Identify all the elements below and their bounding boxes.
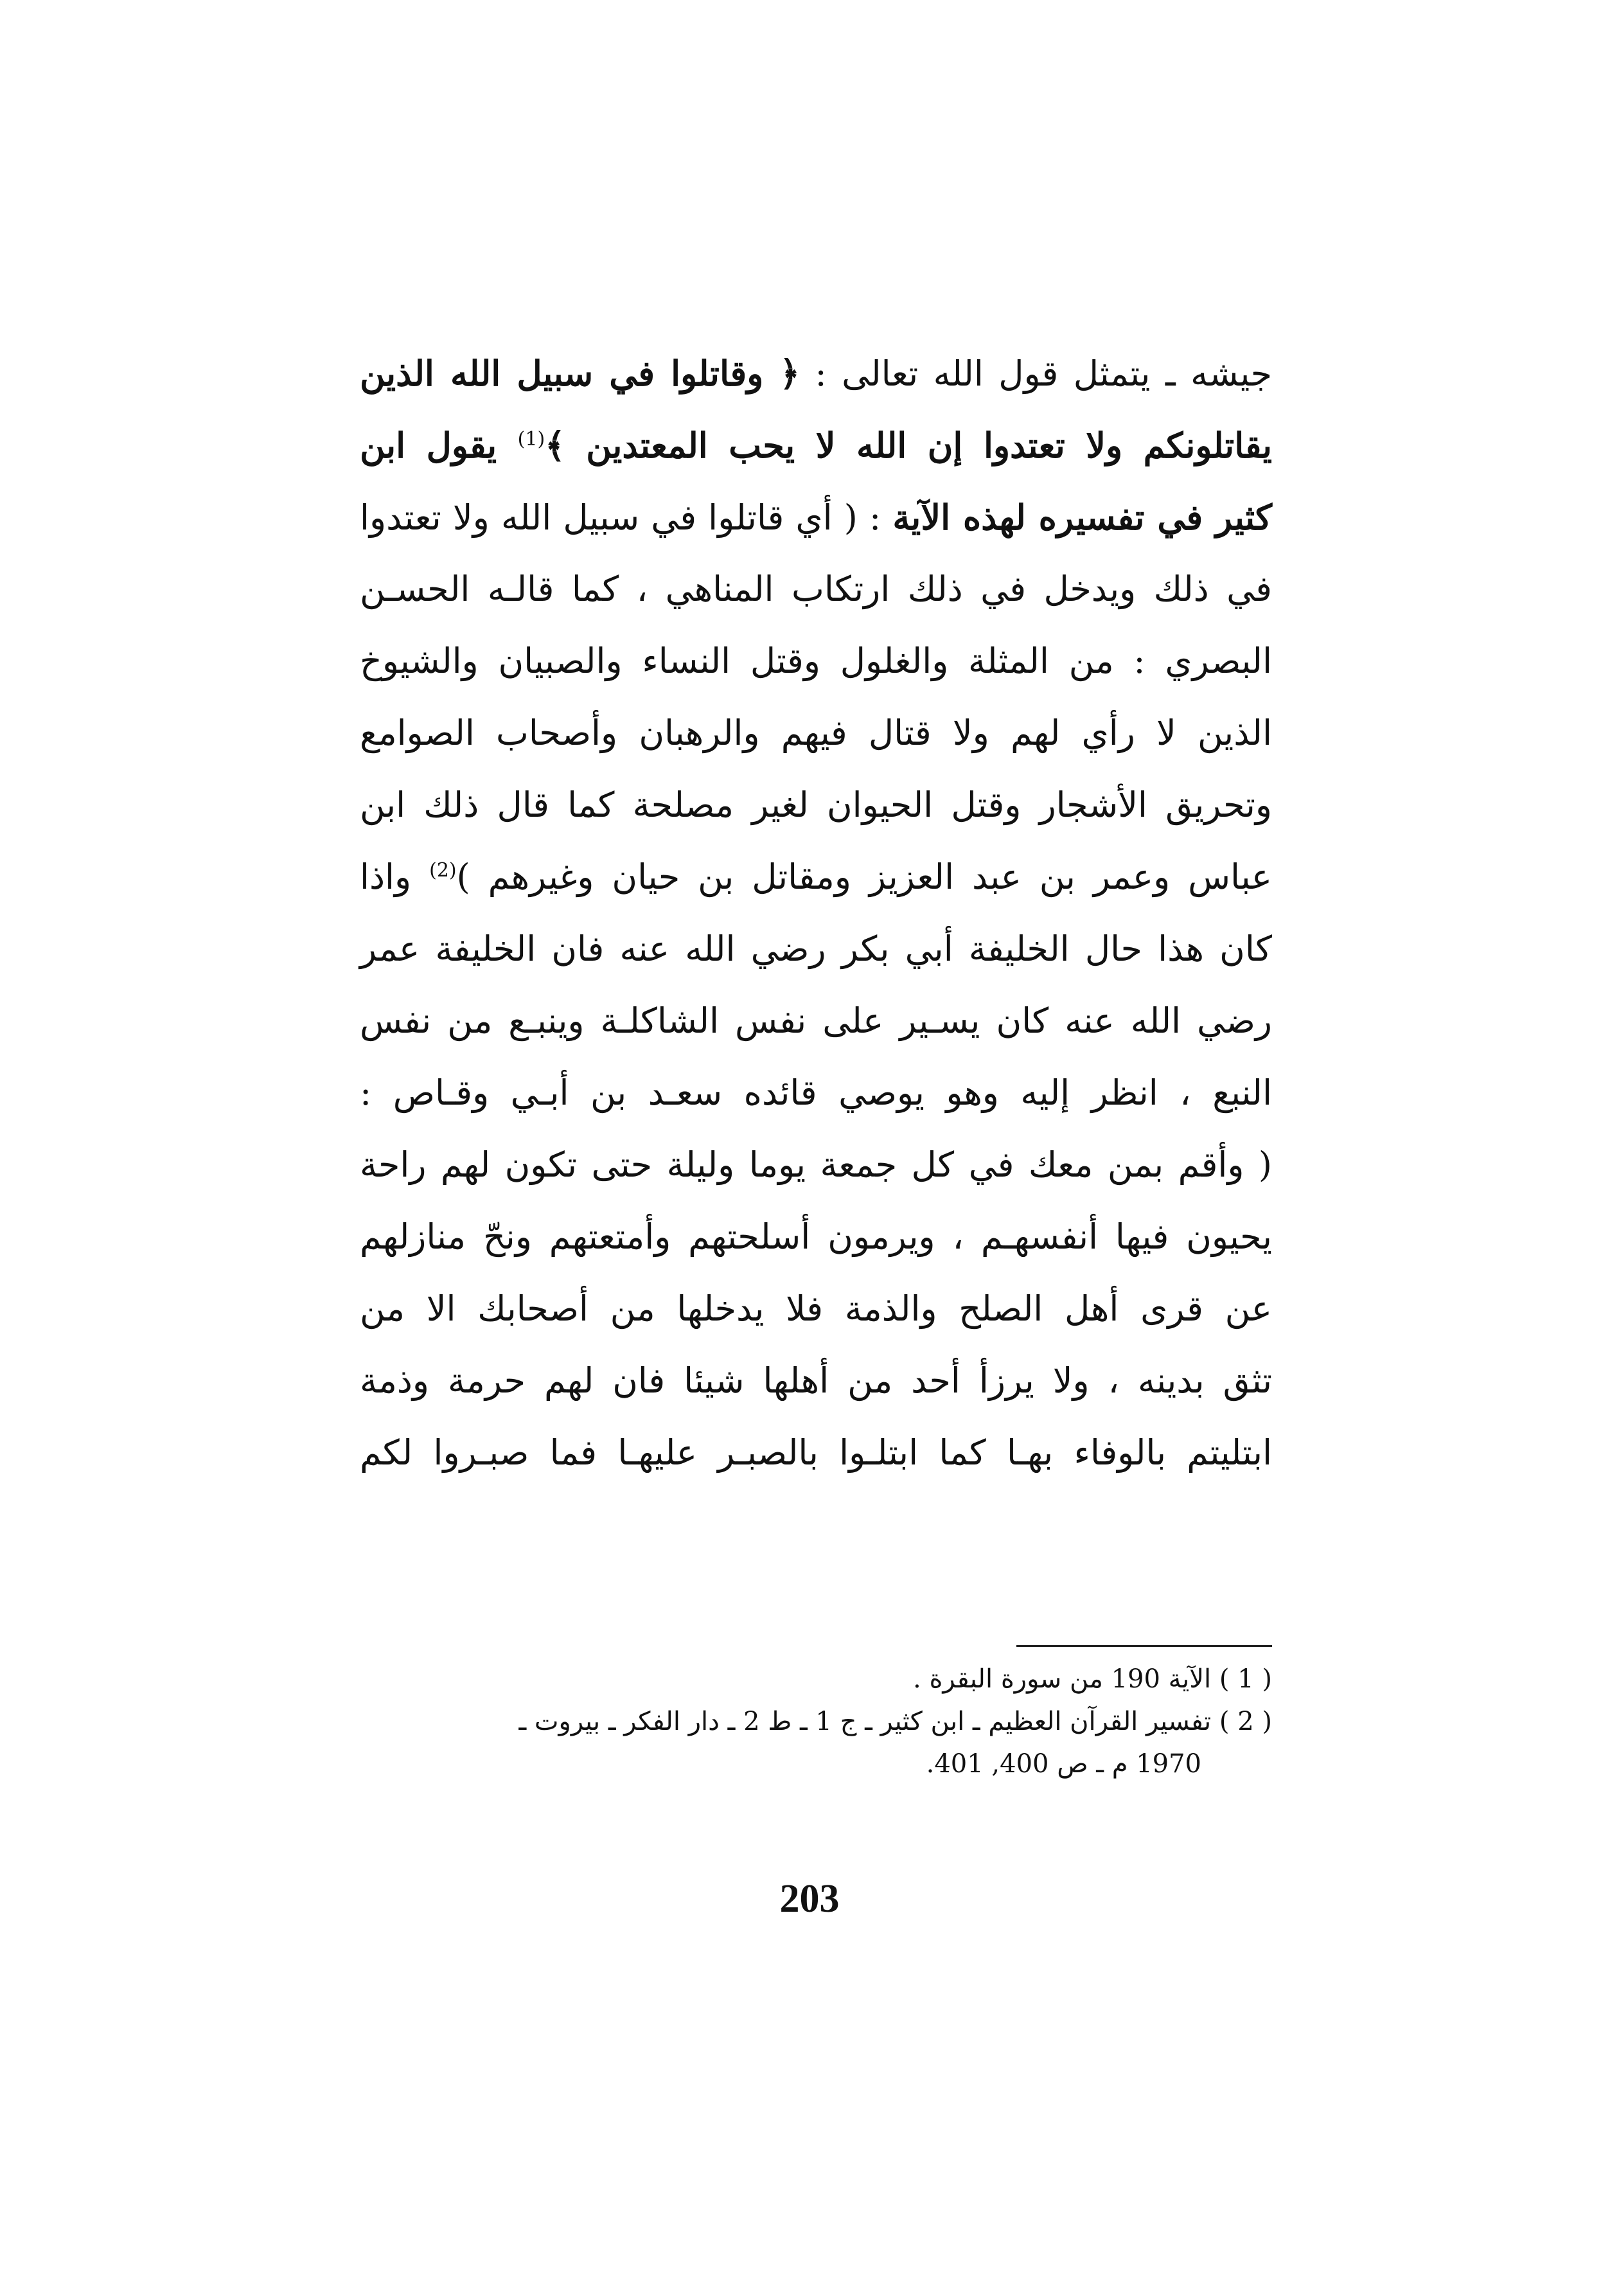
text-line: يحيون فيها أنفسهـم ، ويرمون أسلحتهم وأمتعتهم ونحّ منازلهم bbox=[360, 1216, 1272, 1257]
footnote-2-continuation: 1970 م ـ ص 400, 401. bbox=[926, 1749, 1201, 1779]
text-line: رضي الله عنه كان يسـير على نفس الشاكلـة وينبـع من نفس bbox=[360, 1001, 1272, 1041]
text-line: وتحريق الأشجار وقتل الحيوان لغير مصلحة كما قال ذلك ابن bbox=[360, 785, 1272, 825]
footnote-marker: (1) bbox=[517, 428, 545, 450]
quran-verse: يقاتلونكم ولا تعتدوا إن الله لا يحب المعتدين ﴾ bbox=[545, 425, 1272, 466]
text-line bbox=[360, 481, 1272, 553]
text-line: ( وأقم بمن معك في كل جمعة يوما وليلة حتى تكون لهم راحة bbox=[360, 1144, 1272, 1185]
text-line: كان هذا حال الخليفة أبي بكر رضي الله عنه فان الخليفة عمر bbox=[360, 929, 1272, 969]
page-number: 203 bbox=[779, 1877, 840, 1921]
quran-verse: ﴿ وقاتلوا في سبيل الله الذين bbox=[360, 353, 801, 394]
text-line bbox=[360, 841, 1272, 913]
footnote-marker: (2) bbox=[429, 859, 457, 882]
text-line: البصري : من المثلة والغلول وقتل النساء والصبيان والشيوخ bbox=[360, 641, 1272, 681]
text-line: النبع ، انظر إليه وهو يوصي قائده سعـد بن أبـي وقـاص : bbox=[360, 1072, 1272, 1113]
footnote-separator bbox=[1016, 1645, 1272, 1647]
text-line: في ذلك ويدخل في ذلك ارتكاب المناهي ، كما قالـه الحسـن bbox=[360, 569, 1272, 609]
footnotes bbox=[360, 1658, 1272, 1785]
text-line: عن قرى أهل الصلح والذمة فلا يدخلها من أصحابك الا من bbox=[360, 1288, 1272, 1329]
text-line: الذين لا رأي لهم ولا قتال فيهم والرهبان وأصحاب الصوامع bbox=[360, 713, 1272, 753]
text-segment: يقول ابن bbox=[360, 425, 518, 466]
main-text bbox=[360, 337, 1272, 1489]
text-segment: عباس وعمر بن عبد العزيز ومقاتل بن حيان وغيرهم ) bbox=[456, 857, 1273, 897]
text-line bbox=[360, 337, 1272, 409]
text-line bbox=[360, 409, 1272, 481]
text-segment: جيشه ـ يتمثل قول الله تعالى : bbox=[800, 353, 1272, 394]
text-segment: كثير في تفسيره لهذه الآية bbox=[892, 497, 1272, 538]
text-segment: واذا bbox=[360, 857, 430, 897]
footnote-1: ( 1 ) الآية 190 من سورة البقرة . bbox=[913, 1664, 1272, 1694]
text-segment: : ( أي قاتلوا في سبيل الله ولا تعتدوا bbox=[360, 497, 893, 538]
footnote-2: ( 2 ) تفسير القرآن العظيم ـ ابن كثير ـ ج 1 ـ ط 2 ـ دار الفكر ـ بيروت ـ bbox=[518, 1707, 1272, 1736]
text-line: تثق بدينه ، ولا يرزأ أحد من أهلها شيئا فان لهم حرمة وذمة bbox=[360, 1360, 1272, 1401]
text-line: ابتليتم بالوفاء بهـا كما ابتلـوا بالصبـر عليهـا فما صبـروا لكم bbox=[360, 1432, 1272, 1473]
